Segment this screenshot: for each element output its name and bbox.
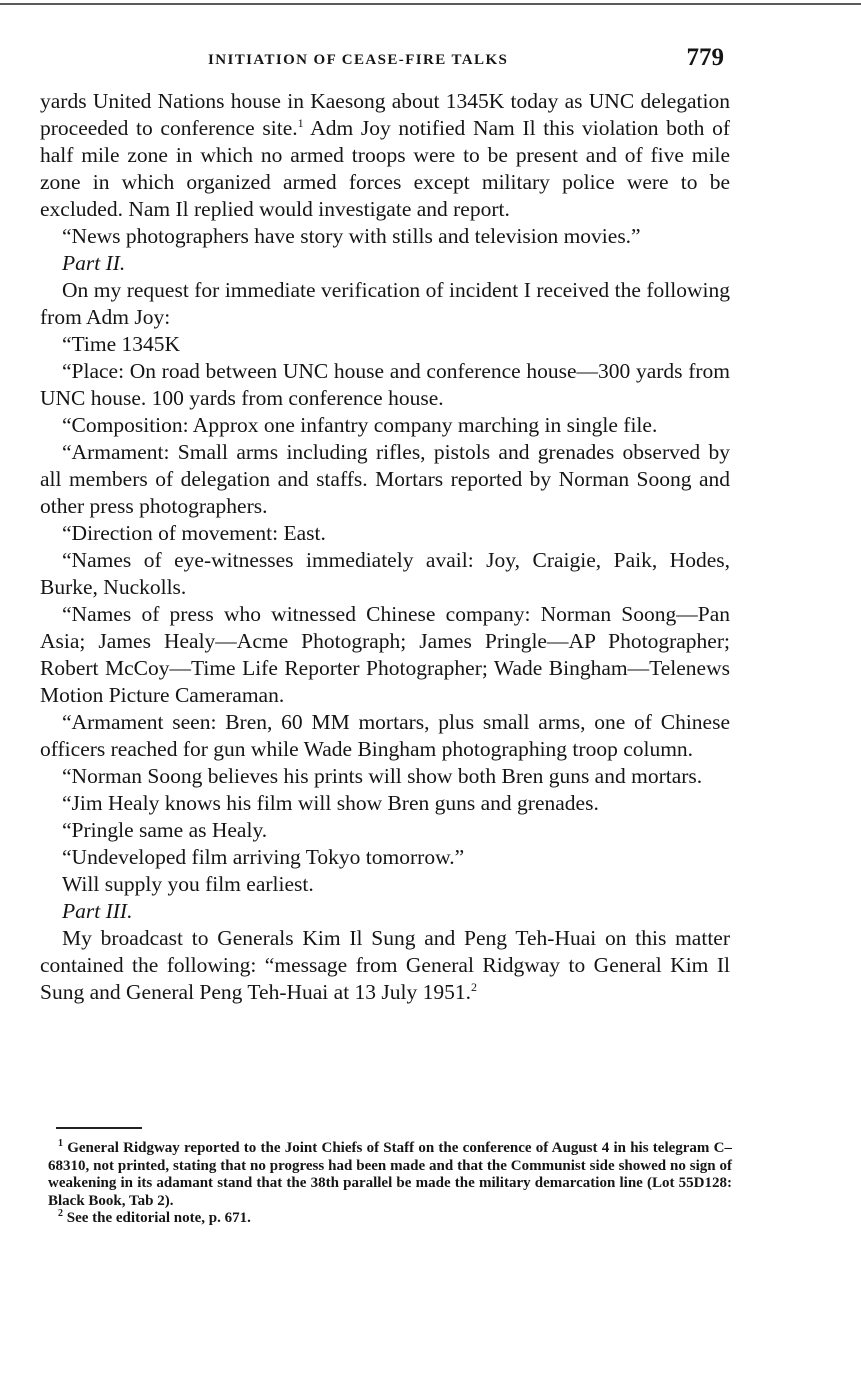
footnote-ref-2: 2	[471, 979, 478, 994]
paragraph: “Pringle same as Healy.	[62, 818, 268, 842]
paragraph: “Direction of movement: East.	[62, 521, 326, 545]
footnote	[48, 1210, 732, 1228]
paragraph-text: yards United Nations house in Kaesong about 1345K today as UNC delegation proceeded to conference site.	[40, 89, 730, 140]
footnote-text: See the editorial note, p. 671.	[63, 1210, 251, 1226]
paragraph-continued	[40, 88, 730, 223]
page-header	[40, 40, 730, 80]
paragraph	[40, 925, 730, 1006]
paragraph: “Composition: Approx one infantry company marching in single file.	[62, 413, 658, 437]
part-heading: Part II.	[62, 251, 126, 275]
footnote-separator	[56, 1127, 142, 1129]
footnote-mark: 2	[58, 1208, 63, 1219]
footnote-ref-1: 1	[297, 115, 304, 130]
top-border-rule	[0, 3, 861, 5]
paragraph: “Undeveloped film arriving Tokyo tomorrow.”	[62, 845, 465, 869]
paragraph-text: My broadcast to Generals Kim Il Sung and Peng Teh-Huai on this matter contained the following: “message from General Ridgway to General Kim Il Sung and General Peng Teh-Huai at 13 July 1951.	[40, 926, 730, 1004]
paragraph: “Place: On road between UNC house and conference house—300 yards from UNC house. 100 yards from conference house.	[40, 359, 730, 410]
paragraph: On my request for immediate verification of incident I received the following from Adm Joy:	[40, 278, 730, 329]
paragraph: “Names of eye-witnesses immediately avail: Joy, Craigie, Paik, Hodes, Burke, Nuckolls.	[40, 548, 730, 599]
paragraph: “News photographers have story with stills and television movies.”	[62, 224, 641, 248]
paragraph: “Norman Soong believes his prints will show both Bren guns and mortars.	[62, 764, 703, 788]
body-text	[40, 88, 730, 1006]
paragraph: “Names of press who witnessed Chinese company: Norman Soong—Pan Asia; James Healy—Acme Photograph; James Pringle—AP Photographer; Robert McCoy—Time Life Reporter Photographer; Wade Bingham—Telenews Motion Picture Cameraman.	[40, 602, 730, 707]
paragraph: Will supply you film earliest.	[62, 872, 314, 896]
footnote-text: General Ridgway reported to the Joint Chiefs of Staff on the conference of August 4 in his telegram C–68310, not printed, stating that no progress had been made and that the Communist side showed no sign of weakening in its adamant stand that the 38th parallel be made the military demarcation line (Lot 55D128: Black Book, Tab 2).	[48, 1140, 732, 1209]
paragraph: “Armament seen: Bren, 60 MM mortars, plus small arms, one of Chinese officers reached for gun while Wade Bingham photographing troop column.	[40, 710, 730, 761]
running-title: INITIATION OF CEASE-FIRE TALKS	[208, 52, 509, 68]
paragraph: “Time 1345K	[62, 332, 181, 356]
footnote	[48, 1140, 732, 1210]
paragraph: “Jim Healy knows his film will show Bren guns and grenades.	[62, 791, 599, 815]
footnote-mark: 1	[58, 1138, 63, 1149]
part-heading: Part III.	[62, 899, 133, 923]
page-number: 779	[686, 44, 724, 71]
paragraph: “Armament: Small arms including rifles, pistols and grenades observed by all members of delegation and staffs. Mortars reported by Norman Soong and other press photographers.	[40, 440, 730, 518]
footnotes	[48, 1140, 732, 1228]
paragraph-text: Adm Joy notified Nam Il this violation both of half mile zone in which no armed troops were to be present and of five mile zone in which organized armed forces except military police were to be excluded. Nam Il replied would investigate and report.	[40, 116, 730, 221]
